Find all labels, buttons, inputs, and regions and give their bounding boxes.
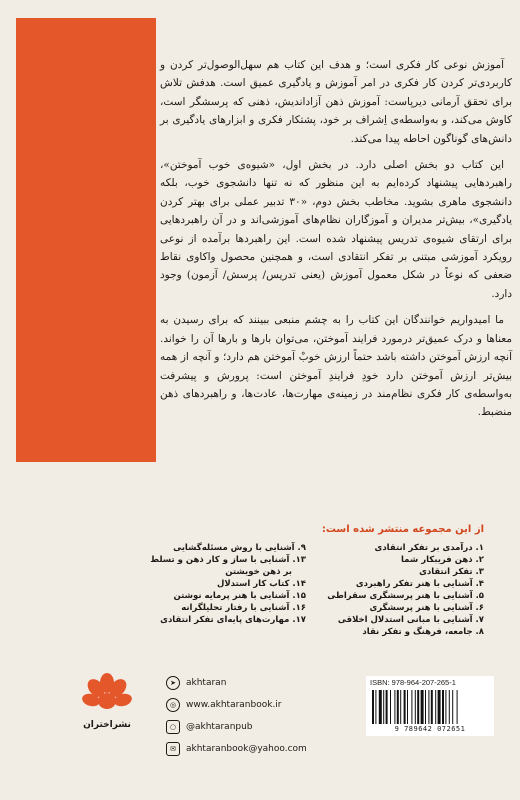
- series-item: ۸. جامعه، فرهنگ و تفکر نقاد: [362, 627, 484, 637]
- contact-text: akhtaranbook@yahoo.com: [186, 744, 307, 754]
- series-item: ۱. درآمدی بر تفکر انتقادی: [374, 543, 484, 553]
- contact-website[interactable]: [166, 694, 366, 716]
- contact-text: akhtaran: [186, 678, 227, 688]
- contact-text: www.akhtaranbook.ir: [186, 700, 282, 710]
- contact-text: @akhtaranpub: [186, 722, 253, 732]
- series-item: ۹. آشنایی با روش مسئله‌گشایی: [173, 543, 306, 553]
- globe-icon: ◎: [166, 698, 180, 712]
- barcode-icon: [372, 690, 488, 724]
- series-title: از این مجموعه منتشر شده است:: [321, 524, 484, 535]
- contact-list: [166, 672, 366, 760]
- flower-logo-icon: [80, 670, 134, 714]
- back-cover-text: [160, 56, 512, 422]
- publisher-name: نشراختران: [83, 720, 131, 730]
- contact-email[interactable]: [166, 738, 366, 760]
- series-item: ۱۳. آشنایی با ساز و کار ذهن و تسلط: [150, 555, 306, 565]
- paragraph: آموزش نوعی کار فکری است؛ و هدف این کتاب هم سهل‌الوصول‌تر کردن و کاربردی‌تر کردن کار فکری در امر آموزش و یادگیری عمیق است. هدفش تلاش برای تحقق آرمانی دیرپاست: آموزش ذهن آزاداندیش، ذهنی که پرسشگر است، کاوش می‌کند، و به‌واسطه‌ی اِشراف بر خود، پشتکار فکری و ابزارهای یادگیری بر دانش‌های گوناگون احاطه پیدا می‌کند.: [160, 59, 512, 145]
- series-item: بر ذهن خویشتن: [225, 567, 292, 577]
- paragraph: ما امیدواریم خوانندگان این کتاب را به چشم منبعی ببینند که برای رسیدن به معناها و درک عمیق‌تر درمورد فرایند آموختن، می‌توان بارها و بارها آن را خواند. آنچه ارزش آموختن داشته باشد حتماً ارزش خوبْ آموختن هم دارد؛ و آنچه از همه بیش‌تر ارزش آموختن دارد خودِ فرایندِ آموختن است: پرورش و پیشرفت به‌واسطه‌ی کار فکری نظام‌مند در زمینه‌ی مهارت‌ها، عادت‌ها، و راهبردهای ذهن منضبط.: [160, 314, 512, 419]
- contact-instagram[interactable]: [166, 716, 366, 738]
- series-item: ۶. آشنایی با هنر پرسشگری: [369, 603, 484, 613]
- series-item: ۳. تفکر انتقادی: [419, 567, 484, 577]
- series-item: ۷. آشنایی با مبانی استدلال اخلاقی: [337, 615, 484, 625]
- series-item: ۴. آشنایی با هنر تفکر راهبردی: [355, 579, 484, 589]
- series-item: ۲. ذهن فریبکار شما: [400, 555, 484, 565]
- series-item: ۱۴. کتاب کار استدلال: [216, 579, 306, 589]
- email-icon: ✉: [166, 742, 180, 756]
- isbn-label: ISBN: 978-964-207-265-1: [370, 678, 456, 687]
- paragraph: این کتاب دو بخش اصلی دارد. در بخش اول، «شیوه‌ی خوب آموختن»، راهبردهایی پیشنهاد کرده‌ایم به این منظور که نه تنها دانشجوی خوب، بلکه دانشجوی ماهری بشوید. مخاطب بخش دوم، «۳۰ تدبیر عملی برای بهتر کردن یادگیری»، بیش‌تر مدیران و آموزگاران نظام‌های آموزشی‌اند و در آن راهبردهایی برای ارتقای شیوه‌ی تدریس پیشنهاد شده است. این راهبردها برآمده از نوعی رویکرد آموزشی مبتنی بر تفکر انتقادی است، و همچنین محصول واکاوی نقاط ضعفی که نوعاً در شکل معمول آموزش (یعنی تدریس/ پرسش/ آزمون) وجود دارد.: [160, 159, 513, 300]
- series-item: ۱۵. آشنایی با هنر پرمایه نوشتن: [173, 591, 306, 601]
- barcode-digits: 9 789642 072651: [394, 725, 466, 733]
- orange-stripe: [16, 18, 156, 462]
- instagram-icon: ○: [166, 720, 180, 734]
- contact-telegram[interactable]: [166, 672, 366, 694]
- series-list-left: [134, 542, 306, 626]
- series-item: ۵. آشنایی با هنر پرسشگری سقراطی: [327, 591, 484, 601]
- series-list-right: [312, 542, 484, 638]
- series-item: ۱۶. آشنایی با رفتار تحلیلگرانه: [181, 603, 306, 613]
- publisher-logo: [74, 670, 140, 730]
- telegram-icon: ➤: [166, 676, 180, 690]
- series-item: ۱۷. مهارت‌های پایه‌ای تفکر انتقادی: [160, 615, 306, 625]
